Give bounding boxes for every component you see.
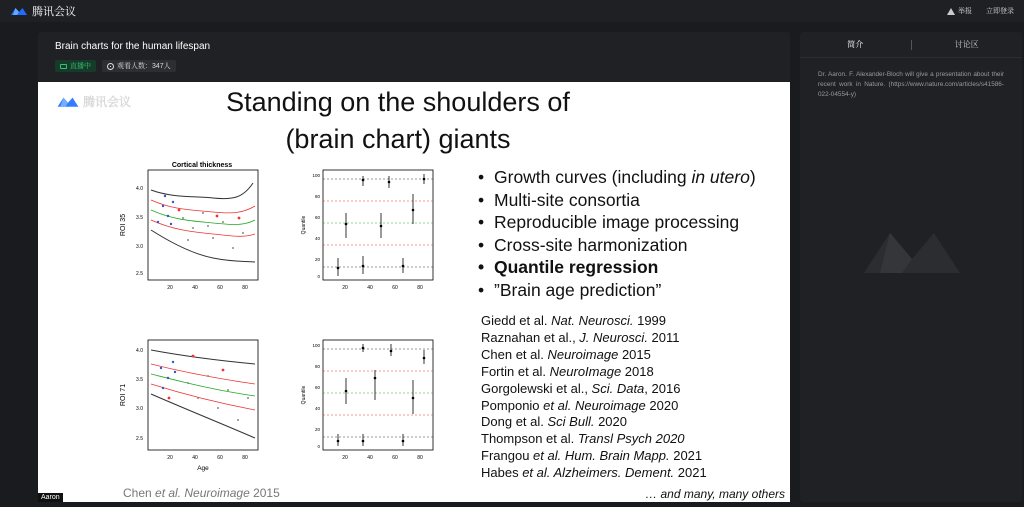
ytick: 2.5 bbox=[136, 436, 143, 442]
slide-title-line2: (brain chart) giants bbox=[285, 124, 511, 154]
info-sidebar bbox=[800, 32, 1022, 502]
meeting-description: Dr. Aaron. F. Alexander-Bloch will give a presentation about their recent work in Nature. (https://www.nature.com/articles/s41586-022-04554-y) bbox=[818, 71, 1004, 98]
viewers-badge bbox=[102, 60, 176, 72]
figure-caption: Chen et al. Neuroimage 2015 bbox=[123, 486, 280, 500]
qtick: 100 bbox=[312, 343, 320, 348]
xtick: 60 bbox=[217, 455, 223, 461]
qtick: 80 bbox=[314, 364, 320, 369]
xtick: 60 bbox=[392, 285, 398, 291]
xtick: 80 bbox=[242, 455, 248, 461]
live-icon bbox=[60, 64, 67, 69]
age-axis-label: Age bbox=[197, 465, 209, 472]
sidebar-tabs bbox=[800, 32, 1022, 58]
tencent-meeting-watermark-icon bbox=[862, 225, 962, 277]
top-bar bbox=[0, 0, 1024, 22]
reference-item: Raznahan et al., J. Neurosci. 2011 bbox=[481, 329, 680, 345]
qtick: 40 bbox=[314, 236, 320, 241]
ytick: 3.0 bbox=[136, 244, 143, 250]
xtick: 20 bbox=[342, 455, 348, 461]
bullet-item: • ”Brain age prediction” bbox=[478, 279, 756, 302]
xtick: 20 bbox=[342, 285, 348, 291]
watermark-text: 腾讯会议 bbox=[83, 95, 132, 109]
ytick: 3.0 bbox=[136, 406, 143, 412]
reference-item: Giedd et al. Nat. Neurosci. 1999 bbox=[481, 313, 667, 328]
qtick: 60 bbox=[314, 385, 320, 390]
quantile-label-bottom: Quantile bbox=[301, 385, 307, 405]
viewers-label: 观看人数：347人 bbox=[117, 63, 171, 70]
quantile-label-top: Quantile bbox=[301, 215, 307, 235]
eye-icon bbox=[107, 63, 114, 70]
qtick: 20 bbox=[314, 257, 320, 262]
report-label: 举报 bbox=[958, 8, 972, 15]
qtick: 100 bbox=[312, 173, 320, 178]
qtick: 0 bbox=[317, 274, 320, 279]
ytick: 3.5 bbox=[136, 377, 143, 383]
bullet-item: • Multi-site consortia bbox=[478, 189, 756, 212]
xtick: 60 bbox=[392, 455, 398, 461]
reference-item: Chen et al. Neuroimage 2015 bbox=[481, 346, 651, 362]
slide-watermark bbox=[56, 93, 131, 110]
xtick: 20 bbox=[167, 455, 173, 461]
slide-title bbox=[183, 84, 613, 158]
reference-item: Habes et al. Alzheimers. Dement. 2021 bbox=[481, 465, 707, 481]
live-badge bbox=[55, 60, 96, 72]
others-note: … and many, many others bbox=[645, 487, 785, 501]
ytick: 3.5 bbox=[136, 215, 143, 221]
qtick: 20 bbox=[314, 427, 320, 432]
xtick: 80 bbox=[242, 285, 248, 291]
reference-item: Frangou et al. Hum. Brain Mapp. 2021 bbox=[481, 448, 703, 464]
slide-title-line1: Standing on the shoulders of bbox=[226, 87, 570, 117]
xtick: 40 bbox=[192, 285, 198, 291]
speaker-tag: Aaron bbox=[38, 493, 63, 502]
bullet-list bbox=[478, 166, 756, 302]
xtick: 60 bbox=[217, 285, 223, 291]
warning-icon bbox=[947, 8, 955, 15]
ytick: 2.5 bbox=[136, 271, 143, 277]
bullet-item: • Growth curves (including in utero) bbox=[478, 166, 756, 189]
live-label: 直播中 bbox=[70, 63, 91, 70]
ytick: 4.0 bbox=[136, 186, 143, 192]
reference-list bbox=[481, 313, 707, 482]
ytick: 4.0 bbox=[136, 348, 143, 354]
chart-top-title: Cortical thickness bbox=[171, 162, 233, 169]
qtick: 40 bbox=[314, 406, 320, 411]
app-name: 腾讯会议 bbox=[32, 6, 76, 18]
shared-slide bbox=[38, 82, 790, 502]
xtick: 80 bbox=[417, 285, 423, 291]
tab-discussion[interactable]: 讨论区 bbox=[954, 40, 979, 49]
brain-chart-figure bbox=[113, 158, 523, 488]
roi-top-label: ROI 35 bbox=[120, 213, 127, 237]
xtick: 80 bbox=[417, 455, 423, 461]
reference-item: Pomponio et al. Neuroimage 2020 bbox=[481, 397, 679, 413]
reference-item: Thompson et al. Transl Psych 2020 bbox=[481, 431, 685, 447]
roi-bottom-label: ROI 71 bbox=[120, 383, 127, 407]
tencent-meeting-logo-icon bbox=[10, 6, 28, 16]
bullet-item: • Quantile regression bbox=[478, 256, 756, 279]
bullet-item: • Cross-site harmonization bbox=[478, 234, 756, 257]
tab-intro[interactable]: 简介 bbox=[847, 40, 864, 49]
qtick: 60 bbox=[314, 215, 320, 220]
xtick: 20 bbox=[167, 285, 173, 291]
bullet-item: • Reproducible image processing bbox=[478, 211, 756, 234]
watermark-logo-icon bbox=[56, 95, 80, 108]
xtick: 40 bbox=[367, 285, 373, 291]
reference-item: Gorgolewski et al., Sci. Data, 2016 bbox=[481, 380, 681, 396]
qtick: 80 bbox=[314, 194, 320, 199]
login-button[interactable]: 立即登录 bbox=[986, 8, 1014, 15]
top-left-yticks bbox=[136, 186, 143, 277]
stream-panel bbox=[38, 32, 790, 502]
brand bbox=[10, 3, 76, 19]
qtick: 0 bbox=[317, 444, 320, 449]
xtick: 40 bbox=[192, 455, 198, 461]
reference-item: Dong et al. Sci Bull. 2020 bbox=[481, 414, 628, 430]
meeting-title: Brain charts for the human lifespan bbox=[55, 41, 211, 52]
report-button[interactable] bbox=[947, 6, 972, 16]
reference-item: Fortin et al. NeuroImage 2018 bbox=[481, 363, 654, 379]
xtick: 40 bbox=[367, 455, 373, 461]
